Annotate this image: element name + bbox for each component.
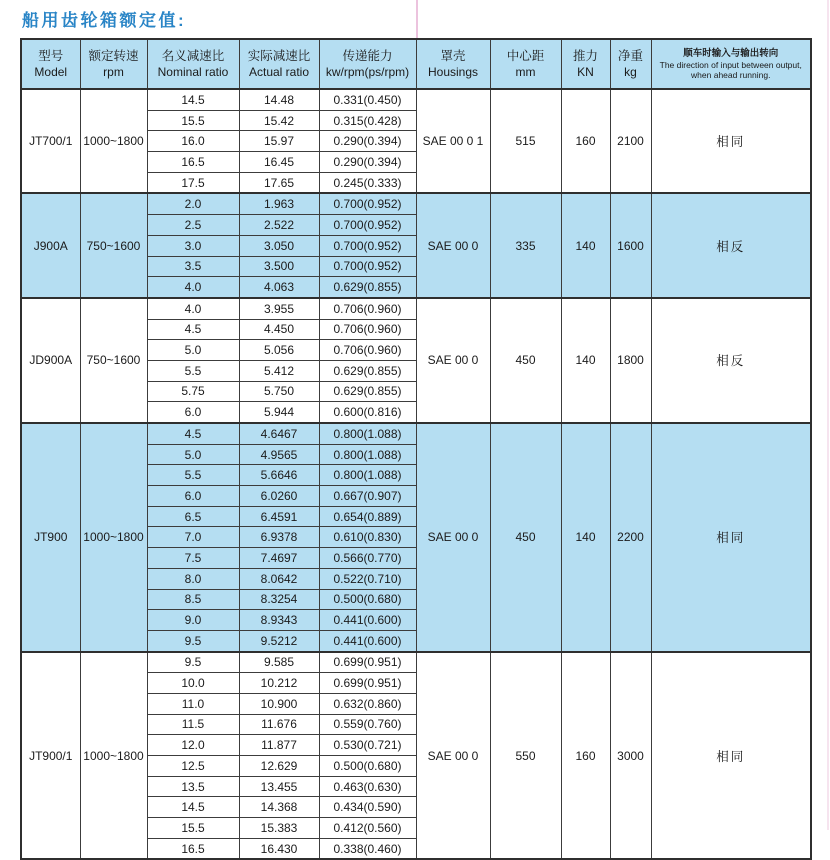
- nominal-ratio-cell: 2.5: [147, 215, 239, 236]
- model-cell: JT900/1: [21, 652, 80, 860]
- header-thrust-en: KN: [577, 64, 594, 79]
- actual-ratio-cell: 4.9565: [239, 444, 319, 465]
- direction-cell: 相反: [651, 193, 811, 297]
- header-nominal-ratio: [147, 39, 239, 89]
- direction-cell: 相同: [651, 652, 811, 860]
- housing-cell: SAE 00 0: [416, 423, 490, 652]
- capacity-cell: 0.610(0.830): [319, 527, 416, 548]
- capacity-cell: 0.632(0.860): [319, 693, 416, 714]
- header-model: [21, 39, 80, 89]
- header-housings-en: Housings: [427, 64, 479, 79]
- center-distance-cell: 450: [490, 298, 561, 423]
- nominal-ratio-cell: 2.0: [147, 193, 239, 214]
- nominal-ratio-cell: 16.5: [147, 152, 239, 173]
- nominal-ratio-cell: 7.5: [147, 548, 239, 569]
- direction-cell: 相同: [651, 89, 811, 193]
- capacity-cell: 0.559(0.760): [319, 714, 416, 735]
- capacity-cell: 0.500(0.680): [319, 756, 416, 777]
- actual-ratio-cell: 3.955: [239, 298, 319, 319]
- nominal-ratio-cell: 3.5: [147, 256, 239, 277]
- nominal-ratio-cell: 11.0: [147, 693, 239, 714]
- actual-ratio-cell: 14.368: [239, 797, 319, 818]
- nominal-ratio-cell: 9.5: [147, 630, 239, 651]
- table-row: [21, 652, 811, 673]
- rated-speed-cell: 1000~1800: [80, 89, 147, 193]
- actual-ratio-cell: 7.4697: [239, 548, 319, 569]
- capacity-cell: 0.800(1.088): [319, 444, 416, 465]
- nominal-ratio-cell: 12.5: [147, 756, 239, 777]
- center-distance-cell: 550: [490, 652, 561, 860]
- nominal-ratio-cell: 6.5: [147, 506, 239, 527]
- header-direction-en: The direction of input between output, when ahead running.: [659, 60, 802, 81]
- housing-cell: SAE 00 0: [416, 193, 490, 297]
- header-rated-speed-en: rpm: [103, 64, 124, 79]
- header-center-distance-zh: 中心距: [506, 49, 545, 64]
- actual-ratio-cell: 16.45: [239, 152, 319, 173]
- actual-ratio-cell: 2.522: [239, 215, 319, 236]
- page-title: 船用齿轮箱额定值:: [22, 11, 187, 30]
- nominal-ratio-cell: 14.5: [147, 89, 239, 110]
- model-cell: JT900: [21, 423, 80, 652]
- thrust-cell: 160: [561, 652, 610, 860]
- nominal-ratio-cell: 13.5: [147, 776, 239, 797]
- capacity-cell: 0.566(0.770): [319, 548, 416, 569]
- nominal-ratio-cell: 4.0: [147, 277, 239, 298]
- housing-cell: SAE 00 0: [416, 298, 490, 423]
- nominal-ratio-cell: 16.0: [147, 131, 239, 152]
- header-model-en: Model: [34, 64, 68, 79]
- nominal-ratio-cell: 16.5: [147, 838, 239, 859]
- direction-cell: 相反: [651, 298, 811, 423]
- nominal-ratio-cell: 5.0: [147, 340, 239, 361]
- actual-ratio-cell: 6.0260: [239, 486, 319, 507]
- actual-ratio-cell: 15.97: [239, 131, 319, 152]
- net-weight-cell: 1600: [610, 193, 651, 297]
- nominal-ratio-cell: 8.0: [147, 568, 239, 589]
- actual-ratio-cell: 11.676: [239, 714, 319, 735]
- net-weight-cell: 3000: [610, 652, 651, 860]
- actual-ratio-cell: 9.585: [239, 652, 319, 673]
- capacity-cell: 0.434(0.590): [319, 797, 416, 818]
- thrust-cell: 140: [561, 423, 610, 652]
- actual-ratio-cell: 12.629: [239, 756, 319, 777]
- scan-artifact-line-right: [827, 0, 829, 830]
- capacity-cell: 0.706(0.960): [319, 319, 416, 340]
- header-actual-ratio-zh: 实际减速比: [247, 49, 311, 64]
- capacity-cell: 0.700(0.952): [319, 215, 416, 236]
- housing-cell: SAE 00 0: [416, 652, 490, 860]
- capacity-cell: 0.441(0.600): [319, 610, 416, 631]
- net-weight-cell: 2100: [610, 89, 651, 193]
- actual-ratio-cell: 13.455: [239, 776, 319, 797]
- header-center-distance: [490, 39, 561, 89]
- capacity-cell: 0.699(0.951): [319, 652, 416, 673]
- nominal-ratio-cell: 7.0: [147, 527, 239, 548]
- thrust-cell: 140: [561, 193, 610, 297]
- nominal-ratio-cell: 4.5: [147, 319, 239, 340]
- gearbox-ratings-table: [20, 38, 812, 860]
- header-net-weight: [610, 39, 651, 89]
- nominal-ratio-cell: 5.5: [147, 360, 239, 381]
- header-row: [21, 39, 811, 89]
- rated-speed-cell: 750~1600: [80, 193, 147, 297]
- nominal-ratio-cell: 4.0: [147, 298, 239, 319]
- capacity-cell: 0.629(0.855): [319, 381, 416, 402]
- model-cell: JT700/1: [21, 89, 80, 193]
- capacity-cell: 0.654(0.889): [319, 506, 416, 527]
- capacity-cell: 0.500(0.680): [319, 589, 416, 610]
- capacity-cell: 0.441(0.600): [319, 630, 416, 651]
- table-row: [21, 193, 811, 214]
- rated-speed-cell: 750~1600: [80, 298, 147, 423]
- actual-ratio-cell: 16.430: [239, 838, 319, 859]
- capacity-cell: 0.338(0.460): [319, 838, 416, 859]
- actual-ratio-cell: 5.750: [239, 381, 319, 402]
- scan-artifact-line-top: [416, 0, 418, 38]
- capacity-cell: 0.706(0.960): [319, 298, 416, 319]
- header-thrust: [561, 39, 610, 89]
- actual-ratio-cell: 17.65: [239, 172, 319, 193]
- actual-ratio-cell: 8.0642: [239, 568, 319, 589]
- header-direction-zh: 顺车时输入与输出转向: [683, 48, 779, 60]
- table-body: [21, 89, 811, 859]
- capacity-cell: 0.800(1.088): [319, 465, 416, 486]
- header-direction: [651, 39, 811, 89]
- actual-ratio-cell: 8.3254: [239, 589, 319, 610]
- nominal-ratio-cell: 15.5: [147, 818, 239, 839]
- capacity-cell: 0.700(0.952): [319, 256, 416, 277]
- capacity-cell: 0.800(1.088): [319, 423, 416, 444]
- table-row: [21, 89, 811, 110]
- nominal-ratio-cell: 9.0: [147, 610, 239, 631]
- capacity-cell: 0.412(0.560): [319, 818, 416, 839]
- nominal-ratio-cell: 11.5: [147, 714, 239, 735]
- center-distance-cell: 515: [490, 89, 561, 193]
- capacity-cell: 0.600(0.816): [319, 402, 416, 423]
- actual-ratio-cell: 9.5212: [239, 630, 319, 651]
- table-header: [21, 39, 811, 89]
- actual-ratio-cell: 5.944: [239, 402, 319, 423]
- header-rated-speed: [80, 39, 147, 89]
- rated-speed-cell: 1000~1800: [80, 652, 147, 860]
- actual-ratio-cell: 4.450: [239, 319, 319, 340]
- table-row: [21, 423, 811, 444]
- header-nominal-ratio-en: Nominal ratio: [157, 64, 229, 79]
- header-actual-ratio: [239, 39, 319, 89]
- actual-ratio-cell: 4.063: [239, 277, 319, 298]
- capacity-cell: 0.245(0.333): [319, 172, 416, 193]
- actual-ratio-cell: 4.6467: [239, 423, 319, 444]
- header-net-weight-en: kg: [624, 64, 637, 79]
- capacity-cell: 0.290(0.394): [319, 131, 416, 152]
- actual-ratio-cell: 15.42: [239, 110, 319, 131]
- capacity-cell: 0.700(0.952): [319, 235, 416, 256]
- net-weight-cell: 2200: [610, 423, 651, 652]
- capacity-cell: 0.530(0.721): [319, 735, 416, 756]
- nominal-ratio-cell: 8.5: [147, 589, 239, 610]
- actual-ratio-cell: 5.6646: [239, 465, 319, 486]
- capacity-cell: 0.331(0.450): [319, 89, 416, 110]
- nominal-ratio-cell: 17.5: [147, 172, 239, 193]
- actual-ratio-cell: 10.212: [239, 673, 319, 694]
- center-distance-cell: 450: [490, 423, 561, 652]
- actual-ratio-cell: 11.877: [239, 735, 319, 756]
- capacity-cell: 0.522(0.710): [319, 568, 416, 589]
- nominal-ratio-cell: 12.0: [147, 735, 239, 756]
- actual-ratio-cell: 10.900: [239, 693, 319, 714]
- capacity-cell: 0.315(0.428): [319, 110, 416, 131]
- capacity-cell: 0.629(0.855): [319, 277, 416, 298]
- capacity-cell: 0.629(0.855): [319, 360, 416, 381]
- actual-ratio-cell: 8.9343: [239, 610, 319, 631]
- actual-ratio-cell: 1.963: [239, 193, 319, 214]
- nominal-ratio-cell: 6.0: [147, 486, 239, 507]
- nominal-ratio-cell: 4.5: [147, 423, 239, 444]
- header-model-zh: 型号: [38, 49, 64, 64]
- actual-ratio-cell: 3.500: [239, 256, 319, 277]
- actual-ratio-cell: 6.9378: [239, 527, 319, 548]
- table-row: [21, 298, 811, 319]
- direction-cell: 相同: [651, 423, 811, 652]
- header-capacity-zh: 传递能力: [342, 49, 393, 64]
- model-cell: JD900A: [21, 298, 80, 423]
- header-actual-ratio-en: Actual ratio: [248, 64, 310, 79]
- model-cell: J900A: [21, 193, 80, 297]
- rated-speed-cell: 1000~1800: [80, 423, 147, 652]
- thrust-cell: 140: [561, 298, 610, 423]
- center-distance-cell: 335: [490, 193, 561, 297]
- capacity-cell: 0.699(0.951): [319, 673, 416, 694]
- actual-ratio-cell: 14.48: [239, 89, 319, 110]
- header-rated-speed-zh: 额定转速: [88, 49, 139, 64]
- capacity-cell: 0.290(0.394): [319, 152, 416, 173]
- nominal-ratio-cell: 10.0: [147, 673, 239, 694]
- actual-ratio-cell: 15.383: [239, 818, 319, 839]
- thrust-cell: 160: [561, 89, 610, 193]
- header-capacity-en: kw/rpm(ps/rpm): [325, 64, 410, 79]
- nominal-ratio-cell: 15.5: [147, 110, 239, 131]
- nominal-ratio-cell: 6.0: [147, 402, 239, 423]
- nominal-ratio-cell: 3.0: [147, 235, 239, 256]
- capacity-cell: 0.700(0.952): [319, 193, 416, 214]
- header-nominal-ratio-zh: 名义减速比: [161, 49, 225, 64]
- nominal-ratio-cell: 5.5: [147, 465, 239, 486]
- nominal-ratio-cell: 5.0: [147, 444, 239, 465]
- capacity-cell: 0.667(0.907): [319, 486, 416, 507]
- actual-ratio-cell: 5.412: [239, 360, 319, 381]
- nominal-ratio-cell: 9.5: [147, 652, 239, 673]
- net-weight-cell: 1800: [610, 298, 651, 423]
- header-center-distance-en: mm: [515, 64, 536, 79]
- header-capacity: [319, 39, 416, 89]
- housing-cell: SAE 00 0 1: [416, 89, 490, 193]
- actual-ratio-cell: 6.4591: [239, 506, 319, 527]
- actual-ratio-cell: 5.056: [239, 340, 319, 361]
- header-net-weight-zh: 净重: [617, 49, 643, 64]
- header-housings: [416, 39, 490, 89]
- capacity-cell: 0.706(0.960): [319, 340, 416, 361]
- nominal-ratio-cell: 5.75: [147, 381, 239, 402]
- actual-ratio-cell: 3.050: [239, 235, 319, 256]
- header-housings-zh: 罩壳: [440, 49, 466, 64]
- capacity-cell: 0.463(0.630): [319, 776, 416, 797]
- header-thrust-zh: 推力: [572, 49, 598, 64]
- nominal-ratio-cell: 14.5: [147, 797, 239, 818]
